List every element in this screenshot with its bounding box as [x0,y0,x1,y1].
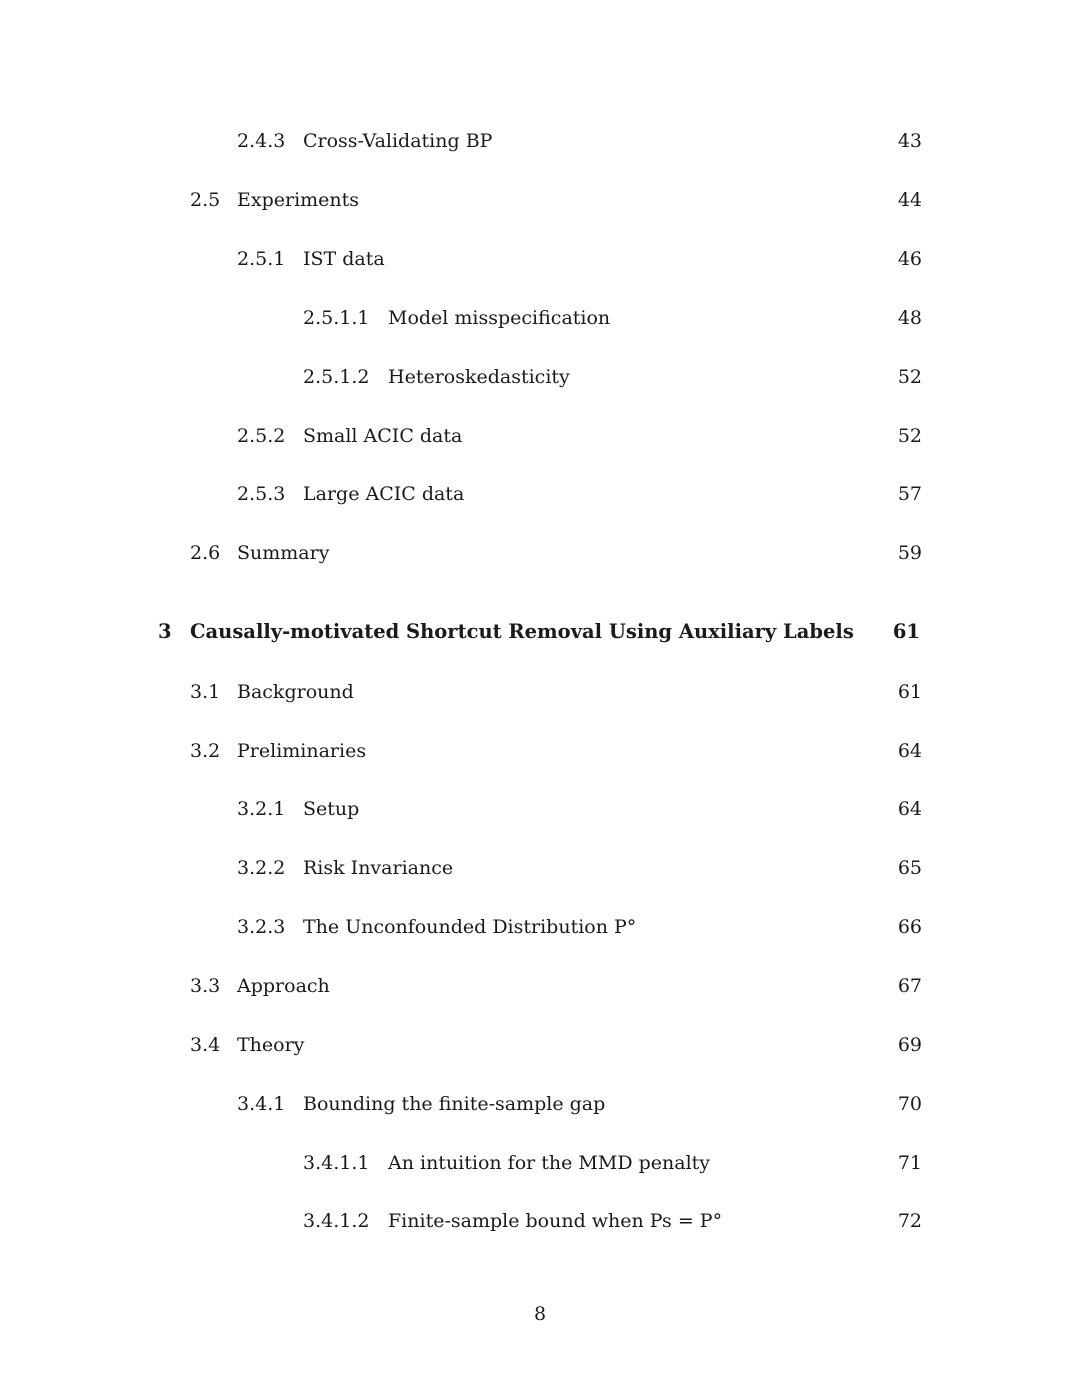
toc-entry[interactable] [0,853,1080,883]
entry-page: 57 [897,483,922,505]
toc-entry[interactable] [0,362,1080,392]
chapter-number: 3 [158,620,172,643]
entry-number: 3.4.1.1 [303,1152,370,1174]
entry-title: Theory [237,1034,305,1056]
entry-title: Setup [303,798,360,820]
entry-number: 3.4.1.2 [303,1210,370,1232]
toc-entry[interactable] [0,126,1080,156]
entry-title: Background [237,681,354,703]
toc-entry[interactable] [0,303,1080,333]
entry-number: 2.5.1.2 [303,366,370,388]
toc-entry[interactable] [0,1089,1080,1119]
entry-page: 65 [897,857,922,879]
entry-number: 3.1 [190,681,221,703]
entry-number: 2.6 [190,542,221,564]
page-number: 8 [533,1303,547,1325]
entry-title: IST data [303,248,385,270]
toc-entry[interactable] [0,1206,1080,1236]
entry-page: 69 [897,1034,922,1056]
chapter-page: 61 [892,620,920,643]
entry-page: 46 [897,248,922,270]
entry-page: 64 [897,740,922,762]
entry-number: 2.4.3 [237,130,286,152]
entry-title: Model misspecification [388,307,611,329]
entry-number: 3.4 [190,1034,221,1056]
entry-page: 71 [897,1152,922,1174]
entry-page: 67 [897,975,922,997]
toc-entry[interactable] [0,971,1080,1001]
entry-page: 72 [897,1210,922,1232]
toc-entry[interactable] [0,794,1080,824]
chapter-title: Causally-motivated Shortcut Removal Using Auxiliary Labels [190,620,854,643]
entry-title: Cross-Validating BP [303,130,493,152]
entry-title: Heteroskedasticity [388,366,570,388]
toc-entry[interactable] [0,421,1080,451]
entry-page: 43 [897,130,922,152]
toc-entry[interactable] [0,677,1080,707]
entry-title: Large ACIC data [303,483,465,505]
entry-number: 2.5.2 [237,425,286,447]
entry-number: 3.3 [190,975,221,997]
entry-title: Bounding the finite-sample gap [303,1093,606,1115]
entry-title: Finite-sample bound when Ps = P° [388,1210,723,1232]
entry-title: Risk Invariance [303,857,454,879]
toc-entry[interactable] [0,912,1080,942]
entry-number: 3.2.3 [237,916,286,938]
entry-number: 3.2 [190,740,221,762]
entry-page: 70 [897,1093,922,1115]
entry-number: 3.2.1 [237,798,286,820]
toc-entry[interactable] [0,244,1080,274]
entry-page: 48 [897,307,922,329]
entry-page: 52 [897,366,922,388]
entry-title: Approach [237,975,330,997]
entry-number: 2.5.3 [237,483,286,505]
entry-title: The Unconfounded Distribution P° [303,916,637,938]
toc-chapter-entry[interactable] [0,617,1080,647]
entry-number: 2.5.1.1 [303,307,370,329]
entry-number: 2.5.1 [237,248,286,270]
entry-number: 3.4.1 [237,1093,286,1115]
entry-page: 61 [897,681,922,703]
entry-number: 2.5 [190,189,221,211]
entry-title: Small ACIC data [303,425,463,447]
entry-title: Preliminaries [237,740,367,762]
entry-number: 3.2.2 [237,857,286,879]
entry-page: 66 [897,916,922,938]
toc-entry[interactable] [0,736,1080,766]
entry-title: An intuition for the MMD penalty [388,1152,711,1174]
toc-entry[interactable] [0,479,1080,509]
entry-title: Experiments [237,189,360,211]
entry-page: 44 [897,189,922,211]
toc-entry[interactable] [0,538,1080,568]
entry-title: Summary [237,542,330,564]
toc-entry[interactable] [0,185,1080,215]
entry-page: 59 [897,542,922,564]
toc-entry[interactable] [0,1148,1080,1178]
entry-page: 52 [897,425,922,447]
toc-entry[interactable] [0,1030,1080,1060]
entry-page: 64 [897,798,922,820]
